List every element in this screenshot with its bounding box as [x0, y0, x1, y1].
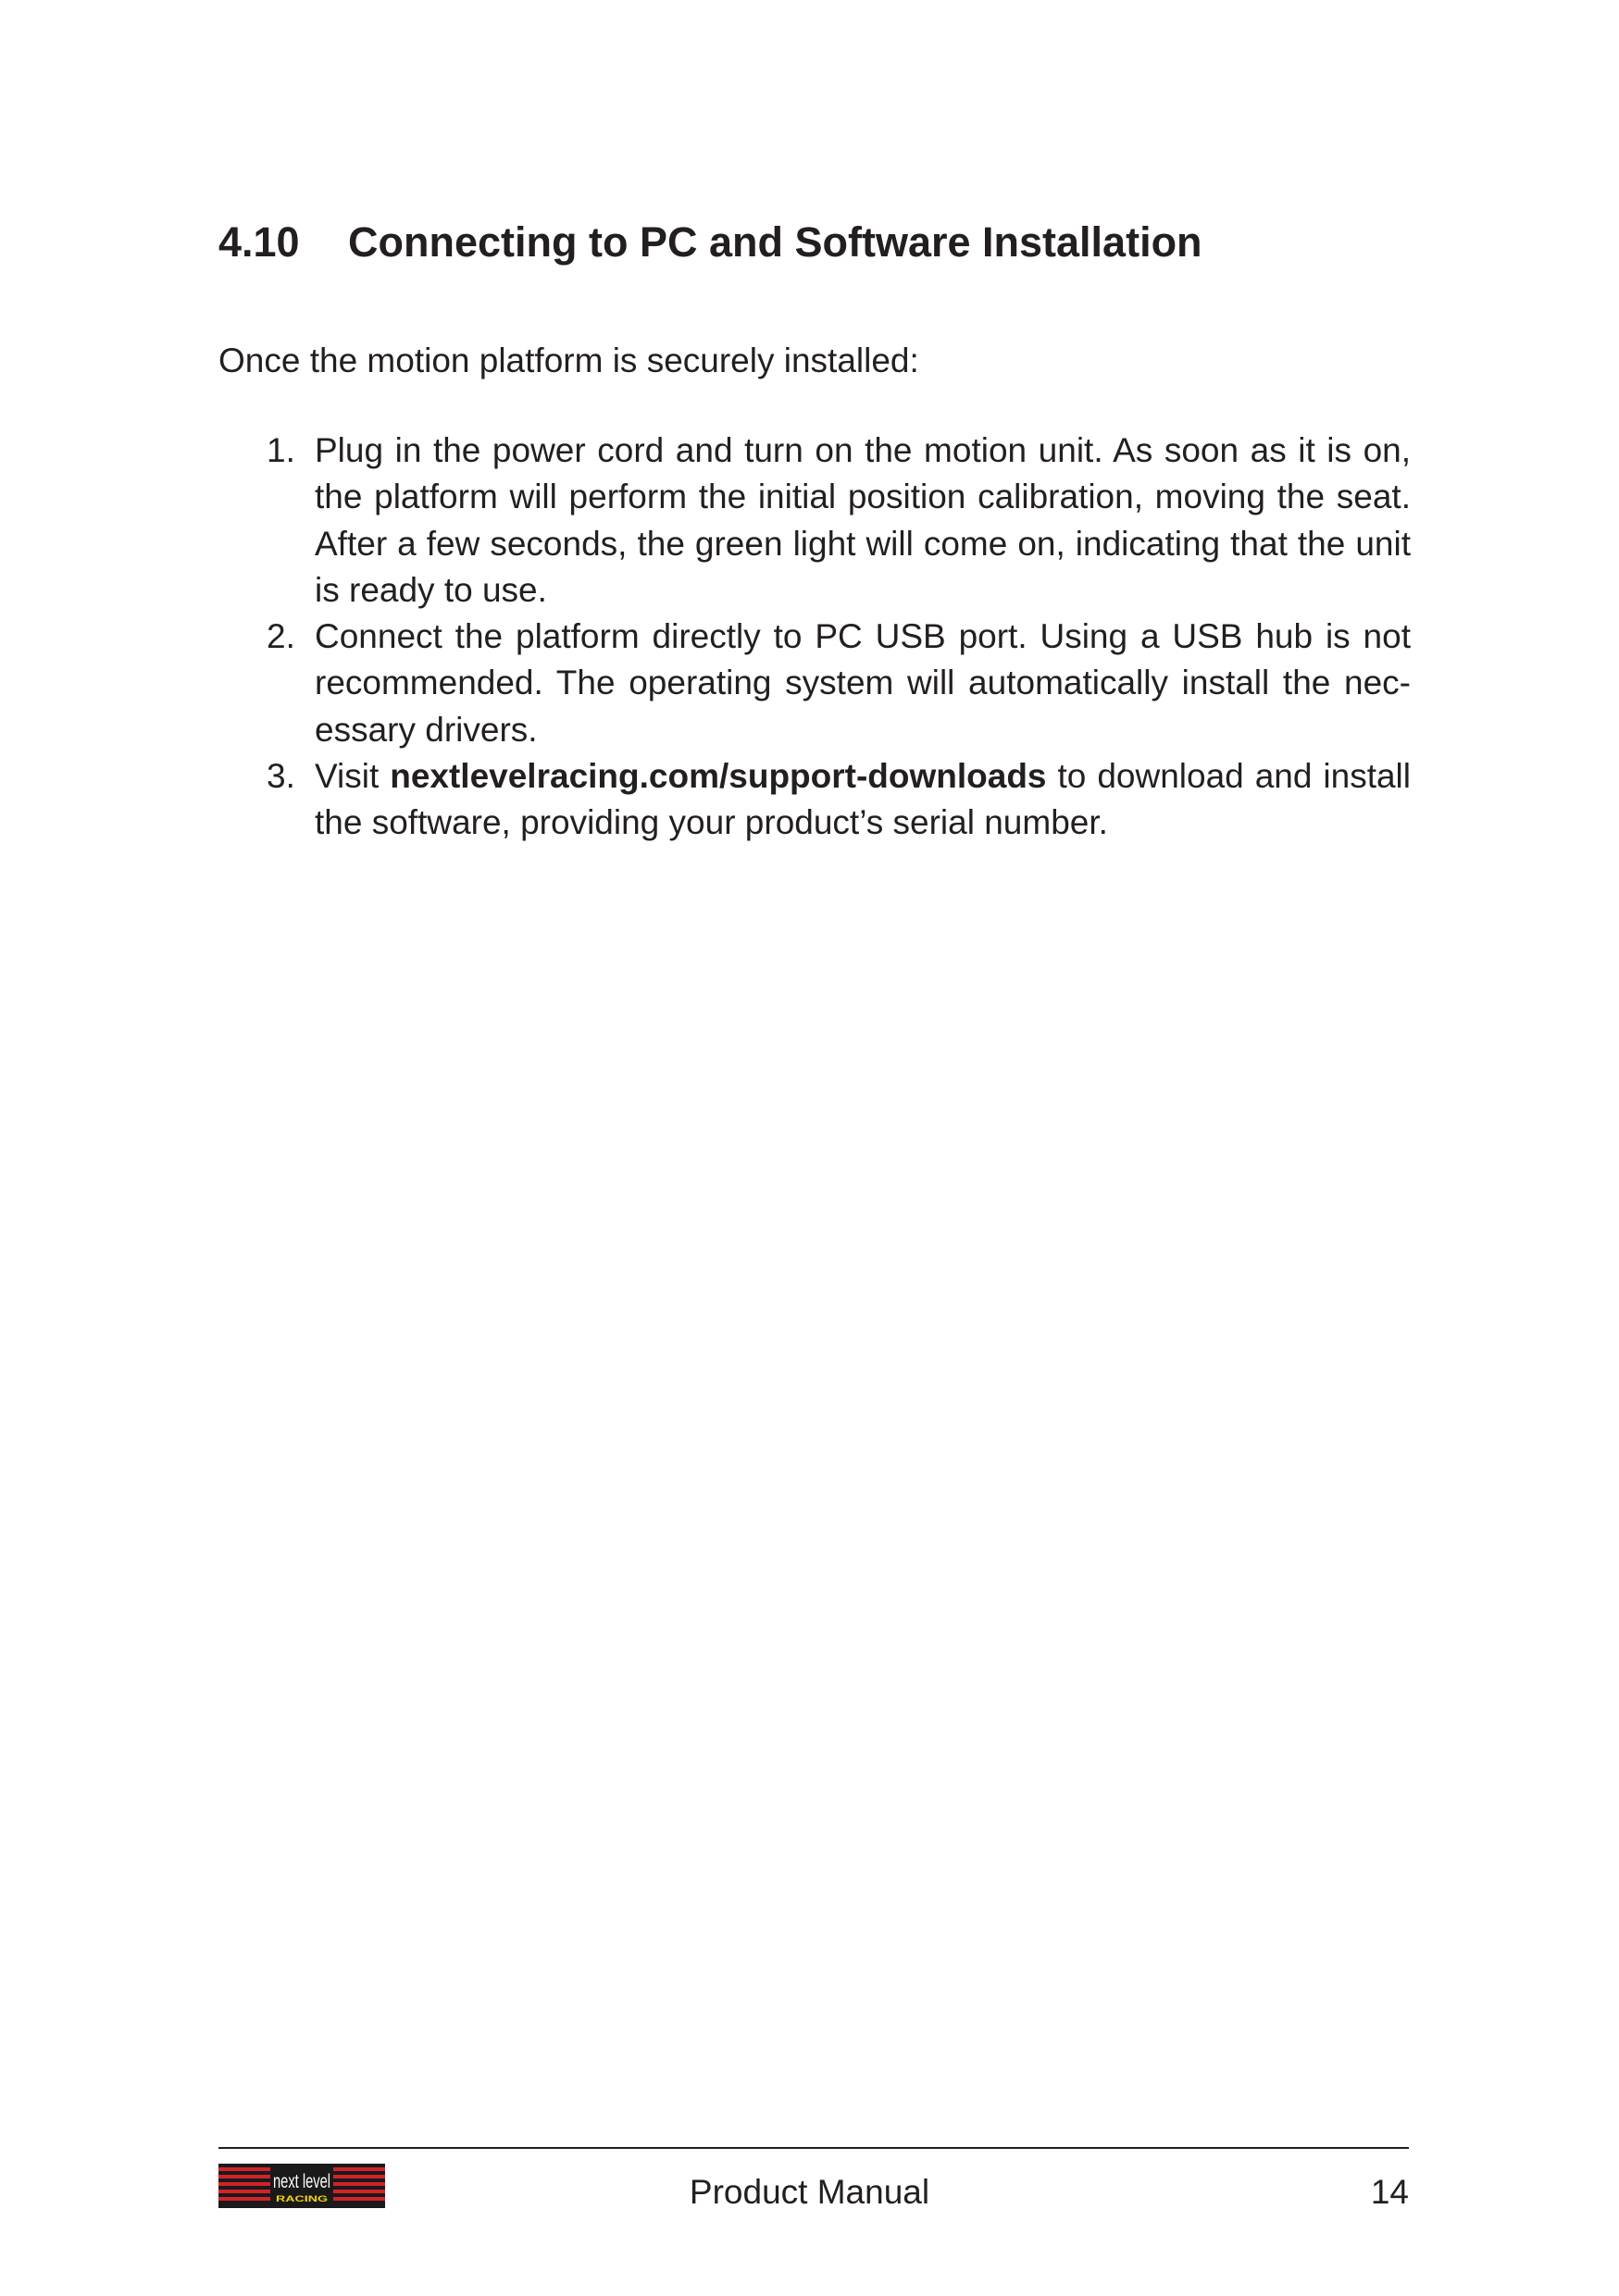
footer-divider: [218, 2147, 1409, 2149]
step-3: [218, 753, 1411, 847]
section-heading: [218, 215, 1422, 270]
page-number: 14: [1370, 2173, 1409, 2211]
step-text-suffix: to download and install the software, providing your product’s serial number.: [315, 757, 1412, 842]
step-2: [218, 614, 1411, 753]
step-1: [218, 428, 1411, 614]
logo-subtext: RACING: [276, 2194, 328, 2203]
step-text: Plug in the power cord and turn on the motion unit. As soon as it is on, the platform will perform the initial position calibration, moving the seat. After a few seconds, the green light will come on, indicating that the unit is ready to use.: [315, 431, 1411, 609]
step-number: 1.: [267, 431, 295, 469]
step-number: 2.: [267, 617, 295, 656]
section-number: 4.10: [218, 218, 300, 266]
step-text-prefix: Visit: [315, 757, 391, 796]
logo-text: next level: [273, 2171, 330, 2192]
intro-paragraph: Once the motion platform is securely installed:: [218, 341, 919, 379]
step-number: 3.: [267, 757, 295, 796]
installation-steps: [218, 428, 1411, 847]
section-title: Connecting to PC and Software Installation: [348, 218, 1202, 266]
support-downloads-link[interactable]: nextlevelracing.com/support-downloads: [390, 757, 1047, 796]
step-text: Connect the platform directly to PC USB port. Using a USB hub is not recommended. The operating system will automatically install the nec-essary drivers.: [315, 617, 1411, 749]
footer-title: Product Manual: [689, 2173, 930, 2211]
